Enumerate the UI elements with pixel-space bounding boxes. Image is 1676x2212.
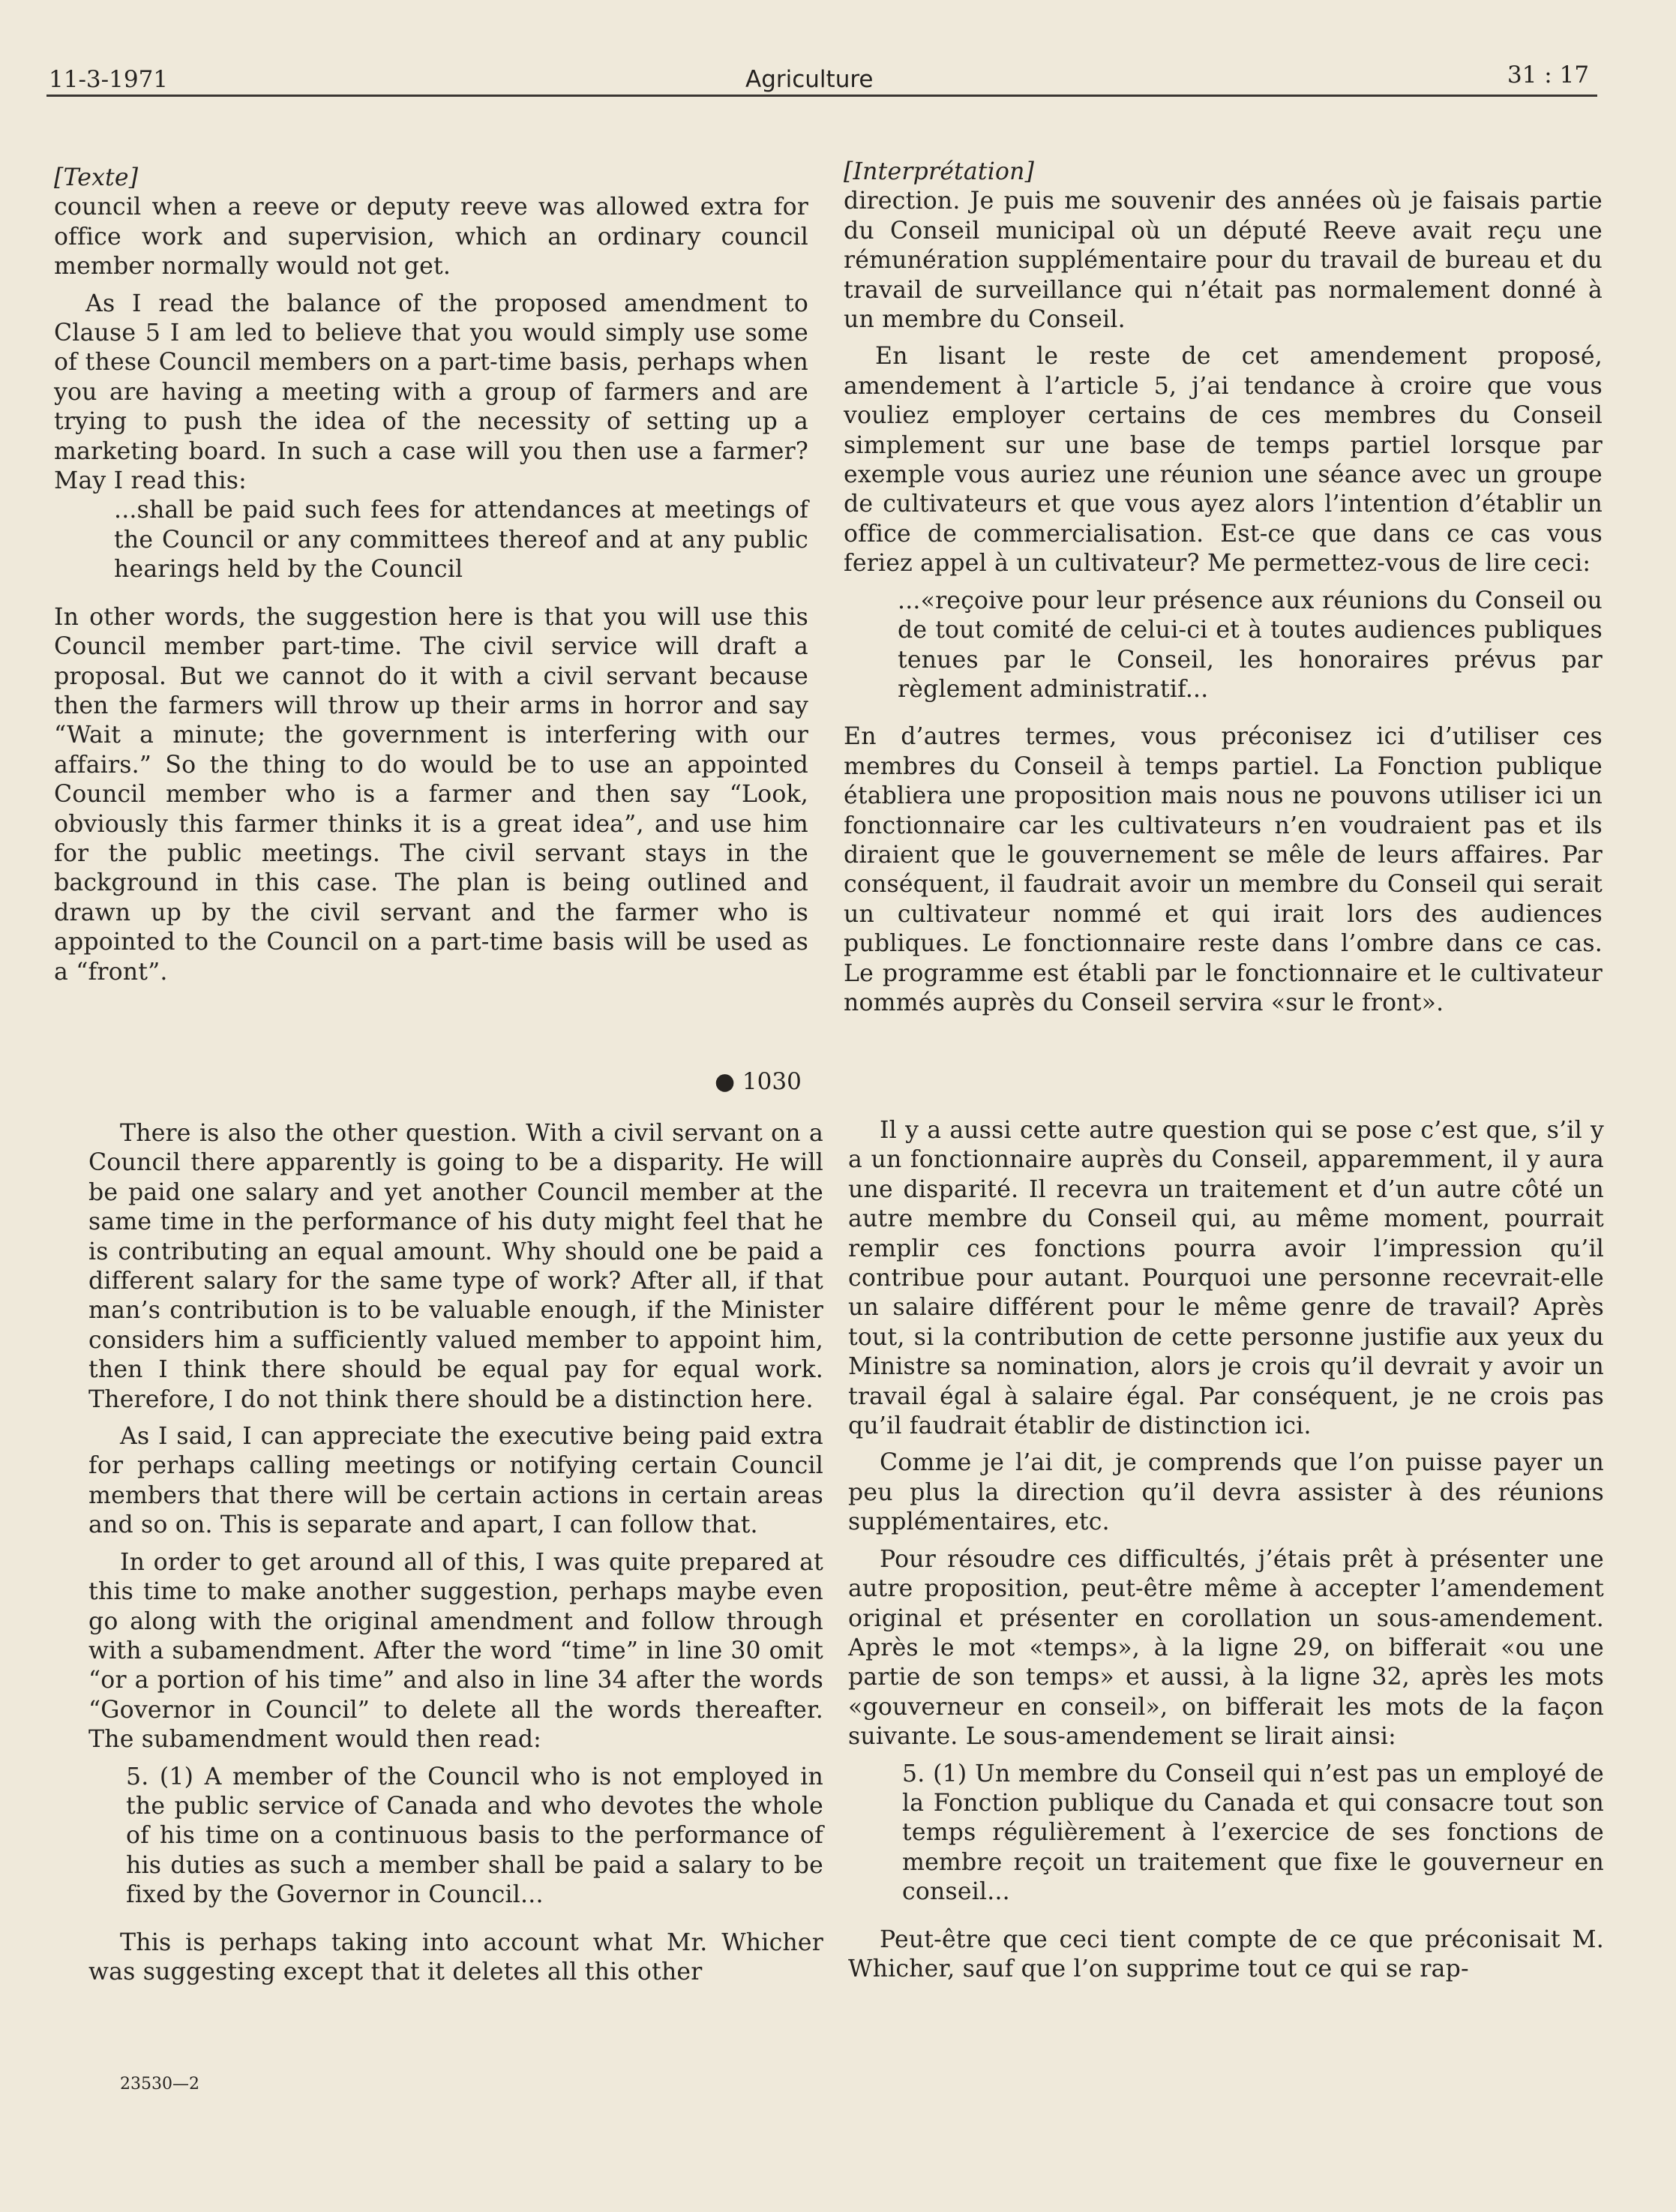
spacer xyxy=(88,1910,823,1928)
paragraph: Pour résoudre ces difficultés, j’étais prêt à présenter une autre proposition, peut-être même à accepter l’amendement original et présenter en corollation un sous-amendement. Après le mot «temps», à la ligne 29, on bifferait «ou une partie de son temps» et aussi, à la ligne 32, après les mots «gouverneur en conseil», on bifferait les mots de la façon suivante. Le sous-amendement se lirait ainsi: xyxy=(848,1545,1604,1751)
spacer xyxy=(844,335,1603,342)
paragraph: This is perhaps taking into account what Mr. Whicher was suggesting except that it deletes all this other xyxy=(88,1928,823,1985)
block-quote: 5. (1) A member of the Council who is not employed in the public service of Canada and who devotes the whole of his time on a continuous basis to the performance of his duties as such a member shall be paid a salary to be fixed by the Governor in Council... xyxy=(126,1763,823,1909)
spacer xyxy=(54,282,808,290)
spacer xyxy=(88,1541,823,1548)
paragraph: There is also the other question. With a civil servant on a Council there apparently is going to be a disparity. He will be paid one salary and yet another Council member at the same time in the performance of his duty might feel that he is contributing an equal amount. Why should one be paid a different salary for the same type of work? After all, if that man’s contribution is to be valuable enough, if the Minister considers him a sufficiently valued member to appoint him, then I think there should be equal pay for equal work. Therefore, I do not think there should be a distinction here. xyxy=(88,1120,823,1413)
spacer xyxy=(54,585,808,603)
paragraph: As I said, I can appreciate the executive being paid extra for perhaps calling meetings or notifying certain Council members that there will be certain actions in certain areas and so on. This is separate and apart, I can follow that. xyxy=(88,1423,823,1539)
block-quote: ...shall be paid such fees for attendances at meetings of the Council or any committees thereof and at any public hearings held by the Council xyxy=(114,497,808,584)
section-label-interpretation: [Interprétation] xyxy=(844,158,1035,185)
paragraph: direction. Je puis me souvenir des années où je faisais partie du Conseil municipal où un député Reeve avait reçu une rémunération supplémentaire pour du travail de bureau et du travail de surveillance qui n’était pas normalement donné à un membre du Conseil. xyxy=(844,188,1603,334)
header-title: Agriculture xyxy=(745,66,874,93)
header-page-number: 31 : 17 xyxy=(1507,62,1590,89)
time-marker: ● 1030 xyxy=(715,1068,802,1095)
paragraph: Peut-être que ceci tient compte de ce que préconisait M. Whicher, sauf que l’on supprime tout ce qui se rap- xyxy=(848,1925,1604,1982)
paragraph: In order to get around all of this, I was quite prepared at this time to make another suggestion, perhaps maybe even go along with the original amendment and follow through with a subamendment. After the word “time” in line 30 omit “or a portion of his time” and also in line 34 after the words “Governor in Council” to delete all the words thereafter. The subamendment would then read: xyxy=(88,1548,823,1754)
spacer xyxy=(88,1415,823,1422)
block-quote: 5. (1) Un membre du Conseil qui n’est pas un employé de la Fonction publique du Canada et qui consacre tout son temps régulièrement à l’exercice de ses fonctions de membre reçoit un traitement que fixe le gouverneur en conseil... xyxy=(902,1760,1604,1906)
paragraph: En d’autres termes, vous préconisez ici d’utiliser ces membres du Conseil à temps partiel. La Fonction publique établiera une proposition mais nous ne pouvons utiliser ici un fonctionnaire car les cultivateurs n’en voudraient pas et ils diraient que le gouvernement se mêle de leurs affaires. Par conséquent, il faudrait avoir un membre du Conseil qui serait un cultivateur nommé et qui irait lors des audiences publiques. Le fonctionnaire reste dans l’ombre dans ce cas. Le programme est établi par le fonctionnaire et le cultivateur nommés auprès du Conseil servira «sur le front». xyxy=(844,723,1603,1016)
spacer xyxy=(848,1441,1604,1448)
english-column-top xyxy=(54,164,808,987)
header-date: 11-3-1971 xyxy=(49,66,169,93)
paragraph: council when a reeve or deputy reeve was allowed extra for office work and supervision, which an ordinary council member normally would not get. xyxy=(54,194,808,281)
paragraph: En lisant le reste de cet amendement proposé, amendement à l’article 5, j’ai tendance à croire que vous vouliez employer certains de ces membres du Conseil simplement sur une base de temps partiel lorsque par exemple vous auriez une réunion une séance avec un groupe de cultivateurs et que vous ayez alors l’intention d’établir un office de commercialisation. Est-ce que dans ce cas vous feriez appel à un cultivateur? Me permettez-vous de lire ceci: xyxy=(844,343,1603,578)
paragraph: Il y a aussi cette autre question qui se pose c’est que, s’il y a un fonctionnaire auprès du Conseil, apparemment, il y aura une disparité. Il recevra un traitement et d’un autre côté un autre membre du Conseil qui, au même moment, pourrait remplir ces fonctions pourra avoir l’impression qu’il contribue pour autant. Pourquoi une personne recevrait-elle un salaire différent pour le même genre de travail? Après tout, si la contribution de cette personne justifie aux yeux du Ministre sa nomination, alors je crois qu’il devrait y avoir un travail égal à salaire égal. Par conséquent, je ne crois pas qu’il faudrait établir de distinction ici. xyxy=(848,1117,1604,1440)
section-label-texte: [Texte] xyxy=(54,164,139,191)
spacer xyxy=(848,1752,1604,1760)
print-code: 23530—2 xyxy=(120,2075,199,2093)
french-column-bottom xyxy=(848,1116,1604,1984)
french-column-top xyxy=(844,158,1603,1018)
spacer xyxy=(844,704,1603,722)
header-rule xyxy=(46,95,1597,97)
english-column-bottom xyxy=(88,1119,823,1987)
paragraph: Comme je l’ai dit, je comprends que l’on puisse payer un peu plus la direction qu’il devra assister à des réunions supplémentaires, etc. xyxy=(848,1449,1604,1536)
spacer xyxy=(844,579,1603,587)
block-quote: ...«reçoive pour leur présence aux réunions du Conseil ou de tout comité de celui-ci et à toutes audiences publiques tenues par le Conseil, les honoraires prévus par règlement administratif... xyxy=(898,587,1603,703)
spacer xyxy=(88,1755,823,1763)
spacer xyxy=(848,1538,1604,1545)
paragraph: In other words, the suggestion here is that you will use this Council member part-time. The civil service will draft a proposal. But we cannot do it with a civil servant because then the farmers will throw up their arms in horror and say “Wait a minute; the government is interfering with our affairs.” So the thing to do would be to use an appointed Council member who is a farmer and then say “Look, obviously this farmer thinks it is a great idea”, and use him for the public meetings. The civil servant stays in the background in this case. The plan is being outlined and drawn up by the civil servant and the farmer who is appointed to the Council on a part-time basis will be used as a “front”. xyxy=(54,603,808,986)
paragraph: As I read the balance of the proposed amendment to Clause 5 I am led to believe that you would simply use some of these Council members on a part-time basis, perhaps when you are having a meeting with a group of farmers and are trying to push the idea of the necessity of setting up a marketing board. In such a case will you then use a farmer? May I read this: xyxy=(54,290,808,495)
spacer xyxy=(848,1907,1604,1925)
